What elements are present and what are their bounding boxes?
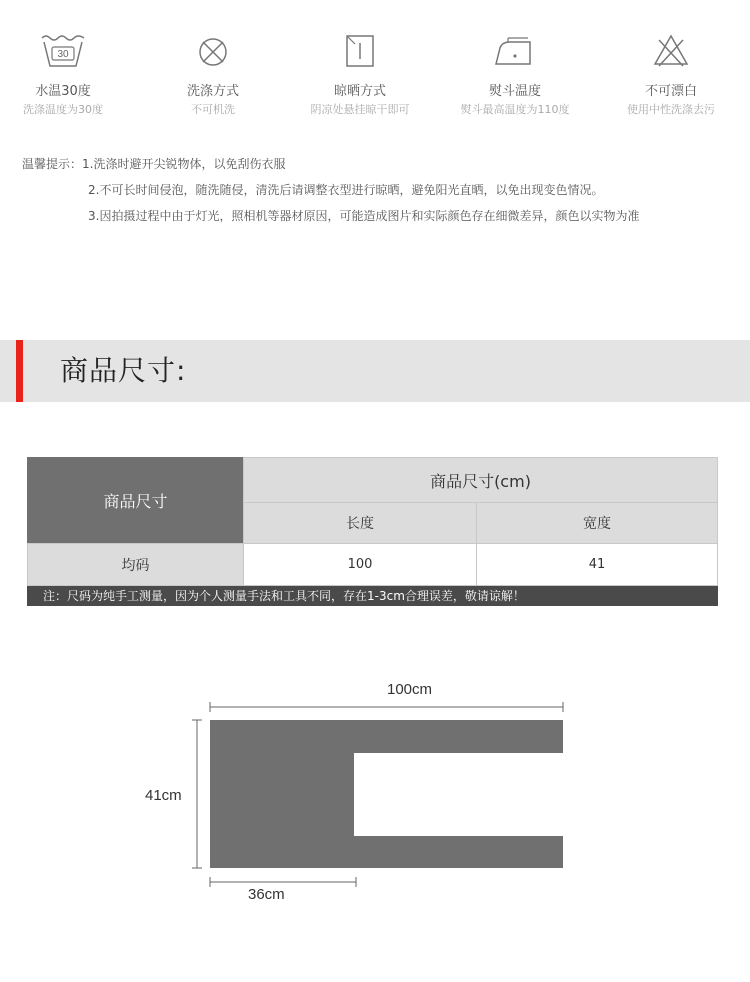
care-item-water-temp [0,30,138,117]
no-bleach-icon [646,30,696,70]
care-instructions [0,30,750,140]
care-desc: 阴凉处悬挂晾干即可 [310,103,410,116]
table-group-header: 商品尺寸(cm) [243,457,718,503]
width-label: 41cm [145,787,182,804]
care-title: 洗涤方式 [186,84,239,99]
care-title: 不可漂白 [644,84,697,99]
care-item-no-bleach [596,30,746,117]
care-tips [22,151,742,229]
care-item-iron-temp [440,30,590,117]
tip-line-3: 3.因拍摄过程中由于灯光，照相机等器材原因，可能造成图片和实际颜色存在细微差异，颜色以实物为准 [88,209,640,223]
care-item-wash-method [138,30,288,117]
hang-dry-icon [335,30,385,70]
scarf-shape [210,720,563,868]
table-corner-header: 商品尺寸 [27,457,244,544]
no-machine-wash-icon [188,30,238,70]
tips-label: 温馨提示： [22,157,83,171]
tip-line-2: 2.不可长时间侵泡，随洗随侵，清洗后请调整衣型进行晾晒，避免阳光直晒，以免出现变色情况。 [88,183,604,197]
care-desc: 熨斗最高温度为110度 [460,103,570,116]
care-desc: 洗涤温度为30度 [23,103,103,116]
size-diagram [0,670,750,920]
care-desc: 使用中性洗涤去污 [627,103,715,116]
column-header-length: 长度 [243,502,477,544]
care-desc: 不可机洗 [191,103,235,116]
cell-length-value: 100 [243,543,477,586]
care-title: 熨斗温度 [488,84,541,99]
cell-width-value: 41 [476,543,718,586]
length-label: 100cm [387,681,433,698]
row-size-label: 均码 [27,543,244,586]
care-title: 晾晒方式 [333,84,386,99]
section-accent-bar [16,340,23,402]
column-header-width: 宽度 [476,502,718,544]
section-header [0,340,750,402]
scarf-shape-diagram [0,670,750,920]
iron-icon [490,30,540,70]
wash-temp-badge: 30 [57,49,69,60]
tip-line-1 [22,151,742,177]
section-title: 商品尺寸: [60,354,187,387]
notch-label: 36cm [248,886,285,903]
wash-30-icon [38,30,88,70]
tip-text: 1.洗涤时避开尖锐物体，以免刮伤衣服 [82,157,286,171]
care-title: 水温30度 [35,84,91,99]
care-item-dry-method [285,30,435,117]
measurement-note: 注：尺码为纯手工测量，因为个人测量手法和工具不同，存在1-3cm合理误差，敬请谅解！ [27,586,718,606]
